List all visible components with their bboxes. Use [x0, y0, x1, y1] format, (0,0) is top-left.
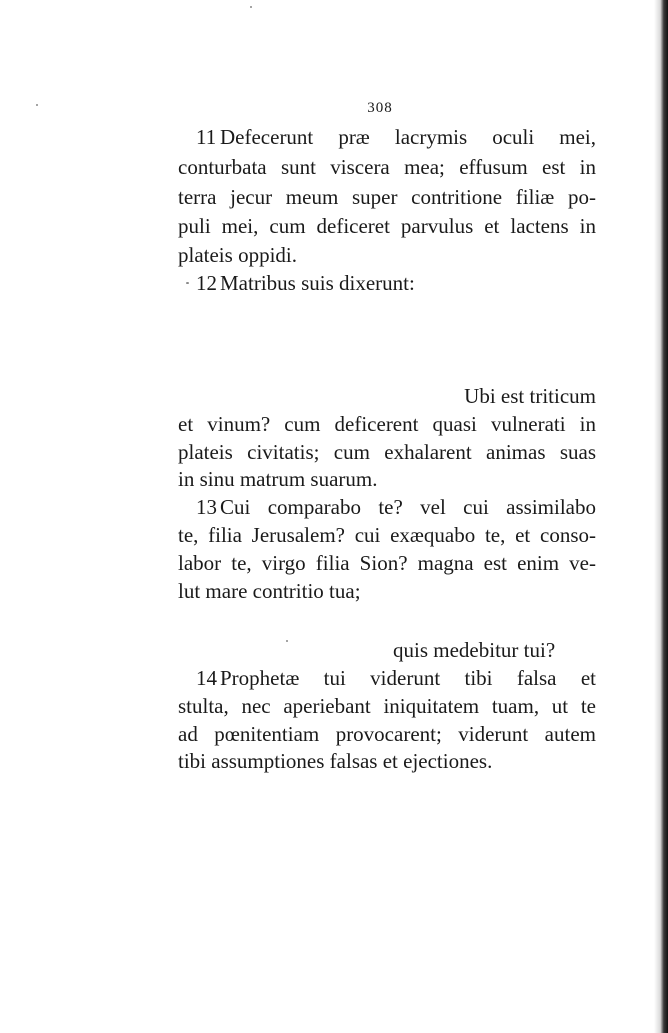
- verse-line: stulta, nec aperiebant iniquitatem tuam, ut te: [178, 694, 596, 718]
- verse-number: 13: [196, 495, 217, 519]
- verse-line: quis medebitur tui?: [393, 638, 556, 662]
- verse-line: terra jecur meum super contritione filiæ po-: [178, 185, 596, 209]
- verse-text: Cui comparabo te? vel cui assimilabo: [220, 495, 596, 519]
- verse-line: te, filia Jerusalem? cui exæquabo te, et conso-: [178, 523, 596, 547]
- verse-number: 11: [196, 125, 217, 149]
- verse-line: tibi assumptiones falsas et ejectiones.: [178, 749, 493, 773]
- verse-line: in sinu matrum suarum.: [178, 467, 378, 491]
- verse-text: Prophetæ tui viderunt tibi falsa et: [220, 666, 596, 690]
- verse-13-line-1: [178, 492, 596, 522]
- page-edge-shadow: [654, 0, 668, 1033]
- verse-number: 14: [196, 666, 217, 690]
- verse-text: Matribus suis dixerunt:: [220, 271, 415, 295]
- verse-14-line-1: [178, 663, 596, 693]
- paper-speck: [286, 640, 288, 642]
- verse-number: 12: [196, 271, 217, 295]
- verse-line: plateis civitatis; cum exhalarent animas suas: [178, 440, 596, 464]
- verse-line: labor te, virgo filia Sion? magna est enim ve-: [178, 551, 596, 575]
- verse-line: plateis oppidi.: [178, 243, 297, 267]
- verse-text: Defecerunt præ lacrymis oculi mei,: [220, 125, 596, 149]
- verse-line: lut mare contritio tua;: [178, 579, 361, 603]
- verse-11-line-1: [178, 122, 596, 152]
- page-number: 308: [367, 100, 393, 116]
- verse-line: et vinum? cum deficerent quasi vulnerati in: [178, 412, 596, 436]
- verse-12-line-1: [178, 268, 596, 298]
- verse-line: puli mei, cum deficeret parvulus et lactens in: [178, 214, 596, 238]
- verse-line: conturbata sunt viscera mea; effusum est in: [178, 155, 596, 179]
- verse-line: Ubi est triticum: [464, 384, 596, 408]
- paper-speck: [250, 6, 252, 8]
- verse-line: ad pœnitentiam provocarent; viderunt autem: [178, 722, 596, 746]
